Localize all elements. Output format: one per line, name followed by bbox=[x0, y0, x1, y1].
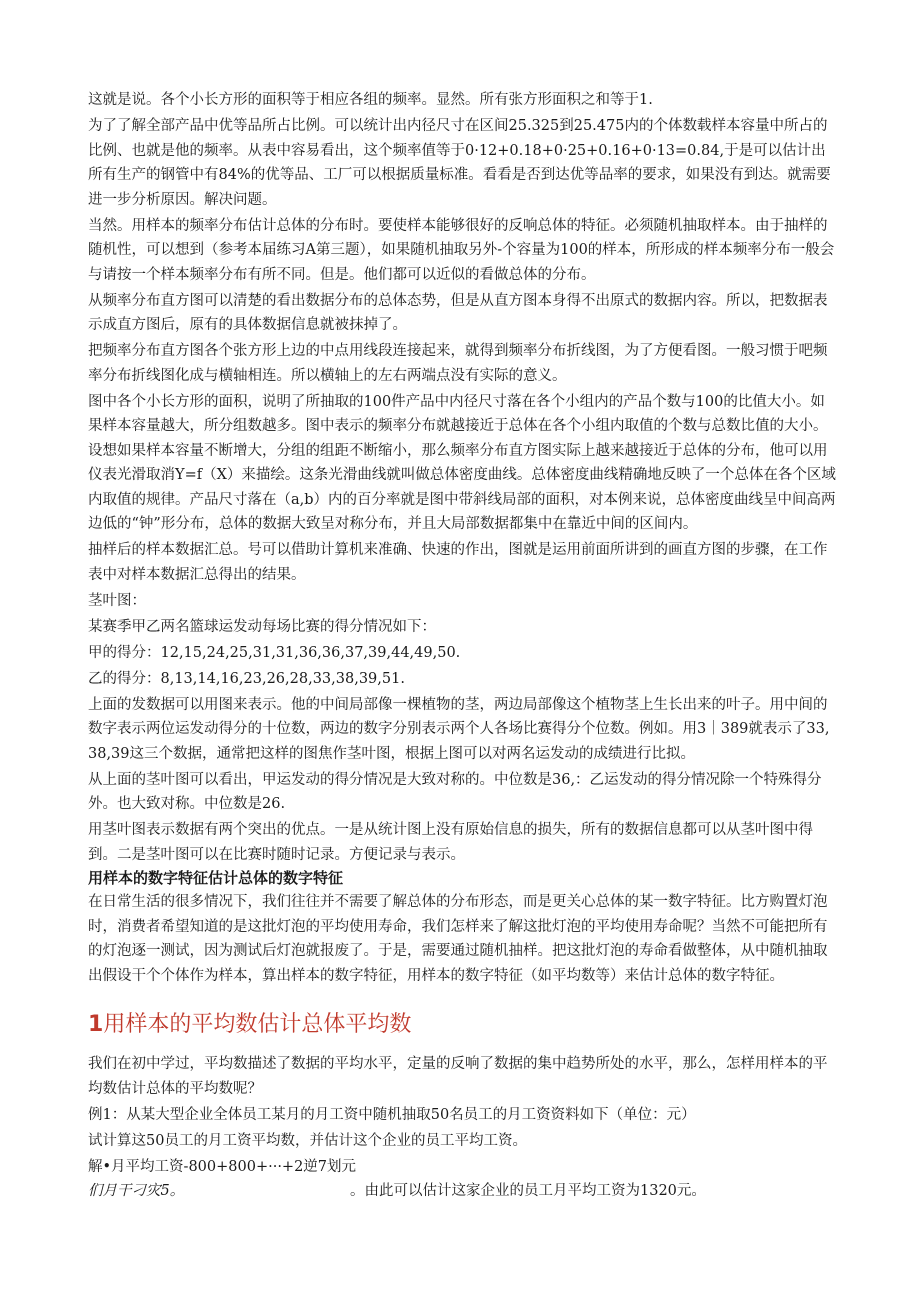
paragraph-numeric-features: 在日常生活的很多情况下，我们往往并不需要了解总体的分布形态，而是更关心总体的某一数字特征。比方购置灯泡时，消费者希望知道的是这批灯泡的平均使用寿命，我们怎样来了解这批灯泡的平均使用寿命呢？当然不可能把所有的灯泡逐一测试，因为测试后灯泡就报废了。于是，需要通过随机抽样。把这批灯泡的寿命看做整体，从中随机抽取出假设干个个体作为样本，算出样本的数字特征，用样本的数字特征（如平均数等）来估计总体的数字特征。 bbox=[88, 894, 828, 984]
paragraph-quality-ratio: 为了了解全部产品中优等品所占比例。可以统计出内径尺寸在区间25.325到25.475内的个体数载样本容量中所占的比例、也就是他的频率。从表中容易看出，这个频率值等于0·12+0.18+0·25+0.16+0·13=0.84,于是可以估计出所有生产的钢管中有84%的优等品、工厂可以根据质量标准。看看是否到达优等品率的要求，如果没有到达。就需要进一步分析原因。解决问题。 bbox=[88, 118, 831, 208]
paragraph-solution: 解•月平均工资-800+800+···+2逆7划元 bbox=[88, 1158, 357, 1175]
paragraph-mean-intro: 我们在初中学过，平均数描述了数据的平均水平，定量的反响了数据的集中趋势所处的水平，那么，怎样用样本的平均数估计总体的平均数呢？ bbox=[88, 1056, 828, 1097]
paragraph-scores-a: 甲的得分：12,15,24,25,31,31,36,36,37,39,44,49,50. bbox=[88, 644, 461, 661]
subsection-number: 1 bbox=[88, 1012, 104, 1037]
paragraph-example-1: 例1：从某大型企业全体员工某月的月工资中随机抽取50名员工的月工资资料如下（单位：元） bbox=[88, 1106, 696, 1123]
paragraph-basketball-intro: 某赛季甲乙两名篮球运发动每场比赛的得分情况如下： bbox=[88, 618, 436, 635]
paragraph-frequency-polygon: 把频率分布直方图各个张方形上边的中点用线段连接起来，就得到频率分布折线图，为了方便看图。一般习惯于吧频率分布折线图化成与横轴相连。所以横轴上的左右两端点没有实际的意义。 bbox=[88, 343, 828, 384]
paragraph-stem-leaf-explain: 上面的发数据可以用图来表示。他的中间局部像一棵植物的茎，两边局部像这个植物茎上生长出来的叶子。用中间的数字表示两位运发动得分的十位数，两边的数字分别表示两个人各场比赛得分个位数。例如。用3｜389就表示了33,38,39这三个数据，通常把这样的图焦作茎叶图，根据上图可以对两名运发动的成绩进行比拟。 bbox=[88, 696, 830, 762]
document-page bbox=[88, 88, 838, 1204]
paragraph-scores-b: 乙的得分：8,13,14,16,23,26,28,33,38,39,51. bbox=[88, 670, 405, 687]
paragraph-median: 从上面的茎叶图可以看出，甲运发动的得分情况是大致对称的。中位数是36,：乙运发动的得分情况除一个特殊得分外。也大致对称。中位数是26. bbox=[88, 771, 822, 812]
paragraph-density-curve: 图中各个小长方形的面积，说明了所抽取的100件产品中内径尺寸落在各个小组内的产品个数与100的比值大小。如果样本容量越大，所分组数越多。图中表示的频率分布就越接近于总体在各个小组内取值的个数与总数比值的大小。设想如果样本容量不断增大，分组的组距不断缩小，那么频率分布直方图实际上越来越接近于总体的分布，他可以用仪表光滑取消Y=f（X）来描绘。这条光滑曲线就叫做总体密度曲线。总体密度曲线精确地反映了一个总体在各个区域内取值的规律。产品尺寸落在（a,b）内的百分率就是图中带斜线局部的面积，对本例来说，总体密度曲线呈中间高两边低的“钟”形分布，总体的数据大致呈对称分布，并且大局部数据都集中在靠近中间的区间内。 bbox=[88, 393, 836, 532]
garbled-formula: 们月干刁灾5。 bbox=[88, 1183, 185, 1199]
paragraph-random-sampling: 当然。用样本的频率分布估计总体的分布时。要使样本能够很好的反响总体的特征。必须随机抽取样本。由于抽样的随机性，可以想到（参考本届练习A第三题），如果随机抽取另外-个容量为100的样本，所形成的样本频率分布一般会与请按一个样本频率分布有所不同。但是。他们都可以近似的看做总体的分布。 bbox=[88, 217, 835, 283]
subsection-heading bbox=[88, 1010, 838, 1040]
subsection-title: 用样本的平均数估计总体平均数 bbox=[103, 1012, 412, 1037]
paragraph-example-task: 试计算这50员工的月工资平均数，并估计这个企业的员工平均工资。 bbox=[88, 1132, 527, 1149]
formula-conclusion: 。由此可以估计这家企业的员工月平均工资为1320元。 bbox=[350, 1183, 706, 1199]
paragraph-stem-leaf-title: 茎叶图： bbox=[88, 592, 146, 609]
section-heading: 用样本的数字特征估计总体的数字特征 bbox=[88, 869, 344, 887]
paragraph-histogram-loss: 从频率分布直方图可以清楚的看出数据分布的总体态势，但是从直方图本身得不出原式的数据内容。所以，把数据表示成直方图后，原有的具体数据信息就被抹掉了。 bbox=[88, 292, 828, 333]
paragraph-area-sum: 这就是说。各个小长方形的面积等于相应各组的频率。显然。所有张方形面积之和等于1. bbox=[88, 92, 653, 108]
paragraph-stem-leaf-advantages: 用茎叶图表示数据有两个突出的优点。一是从统计图上没有原始信息的损失，所有的数据信息都可以从茎叶图中得到。二是茎叶图可以在比赛时随时记录。方便记录与表示。 bbox=[88, 822, 813, 863]
formula-row bbox=[88, 1179, 838, 1204]
paragraph-computer-summary: 抽样后的样本数据汇总。号可以借助计算机来准确、快速的作出，图就是运用前面所讲到的画直方图的步骤，在工作表中对样本数据汇总得出的结果。 bbox=[88, 542, 828, 583]
